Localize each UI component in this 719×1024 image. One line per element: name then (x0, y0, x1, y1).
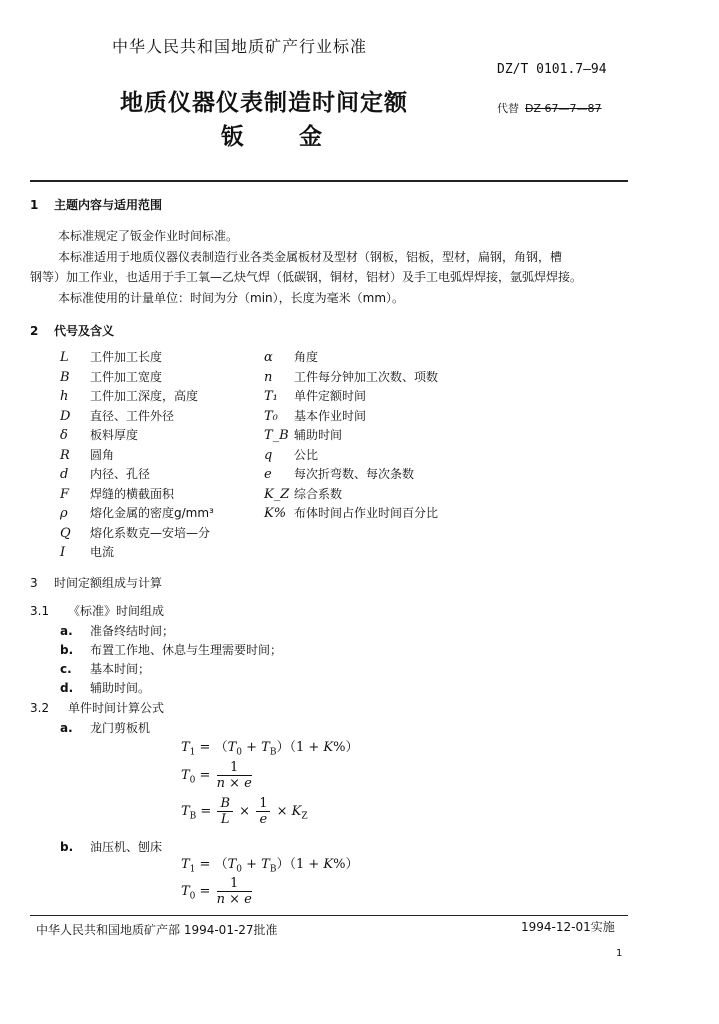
symbol-definition: 内径、孔径 (90, 467, 151, 481)
section-1-number: 1 (30, 198, 39, 212)
symbol-row (264, 385, 438, 405)
symbol: ρ (60, 506, 68, 521)
symbol: q (264, 447, 273, 463)
formula-t1-press: $T_1 = (T_0 + T_B)(1 + K\%)$ (181, 857, 359, 875)
section-3-title: 时间定额组成与计算 (54, 576, 163, 590)
symbol: L (60, 350, 69, 365)
list-item-label: c. (60, 662, 72, 676)
symbol: d (60, 467, 69, 482)
subsection-3-2-heading (30, 699, 164, 716)
symbol: e (264, 467, 272, 482)
list-item (60, 622, 174, 639)
list-item-text: 布置工作地、休息与生理需要时间； (90, 643, 283, 657)
section-1-heading (30, 196, 162, 213)
section-1-para-2-line-1: 本标准适用于地质仪器仪表制造行业各类金属板材及型材（钢板，铝板，型材，扁钢，角钢，槽 (58, 250, 563, 264)
list-item-label: b. (60, 643, 74, 657)
formula-t0-press: $T_0$ = $\frac{1}{n \times e}$ (181, 876, 252, 907)
symbol-row (60, 483, 214, 503)
section-1-para-3: 本标准使用的计量单位：时间为分（min），长度为毫米（mm）。 (58, 291, 405, 305)
symbol-row (264, 463, 438, 483)
symbol-row (60, 502, 214, 522)
symbol: Q (60, 525, 71, 541)
symbol-row (60, 424, 214, 444)
symbol: I (60, 545, 66, 560)
symbol: D (60, 408, 71, 424)
list-item-text: 基本时间； (90, 662, 151, 676)
symbol-definition: 圆角 (90, 447, 115, 462)
section-2-number: 2 (30, 324, 39, 338)
symbol-definition: 工件加工深度，高度 (90, 389, 199, 403)
symbol-definition: 角度 (294, 350, 319, 364)
symbol-row (264, 346, 438, 366)
item-a-label: a. (60, 721, 73, 735)
symbol-definition: 电流 (90, 545, 115, 559)
list-item (60, 641, 282, 658)
symbol-row (60, 346, 214, 366)
symbol-row (60, 366, 214, 386)
symbol: T_B (264, 428, 289, 443)
symbol-definition: 焊缝的横截面积 (90, 486, 175, 501)
symbol: δ (60, 428, 68, 443)
replaces-label: 代替 (497, 102, 519, 115)
item-b-label: b. (60, 840, 74, 854)
symbol-row (264, 502, 438, 522)
symbol: K_Z (264, 486, 290, 502)
symbol-row (60, 541, 214, 561)
document-title: 地质仪器仪表制造时间定额 (120, 90, 408, 116)
symbol-row (264, 424, 438, 444)
symbol-row (264, 444, 438, 464)
replaces-code: DZ 67—7—87 (525, 102, 602, 115)
page-number: 1 (616, 948, 623, 959)
section-1-para-1: 本标准规定了钣金作业时间标准。 (58, 229, 239, 243)
list-item-label: d. (60, 681, 74, 695)
symbol-row (60, 444, 214, 464)
symbol-definition: 工件每分钟加工次数、项数 (294, 369, 439, 384)
symbol: K% (264, 506, 287, 521)
subsection-3-1-heading (30, 602, 164, 619)
section-3-number: 3 (30, 576, 38, 590)
item-a-heading (60, 719, 150, 736)
document-subtitle: 钣金 (221, 124, 377, 150)
symbol-definition: 综合系数 (294, 486, 343, 501)
subsection-3-1-title: 《标准》时间组成 (68, 604, 165, 618)
list-item-text: 辅助时间。 (90, 681, 151, 695)
symbol-row (60, 405, 214, 425)
symbol-row (60, 522, 214, 542)
symbol: n (264, 369, 273, 385)
item-b-text: 油压机、刨床 (90, 840, 163, 854)
symbol-definition: 工件加工宽度 (90, 369, 163, 384)
bottom-divider (30, 915, 628, 916)
section-3-heading (30, 574, 162, 591)
standard-code: DZ/T 0101.7—94 (497, 62, 607, 77)
section-2-heading (30, 322, 114, 339)
symbol: T₀ (264, 408, 278, 424)
subsection-3-2-number: 3.2 (30, 701, 50, 715)
symbol: B (60, 369, 70, 385)
replaces-line (497, 100, 602, 116)
symbol-row (60, 385, 214, 405)
effective-date: 1994-12-01实施 (521, 920, 615, 934)
formula-tb-shear: $T_B$ = $\frac{B}{L}$ × $\frac{1}{e}$ × $K_Z$ (181, 796, 308, 827)
subsection-3-2-title: 单件时间计算公式 (68, 701, 165, 715)
section-1-title: 主题内容与适用范围 (54, 198, 163, 212)
list-item-text: 准备终结时间； (90, 624, 175, 638)
item-a-text: 龙门剪板机 (90, 721, 151, 735)
symbol-definition: 板料厚度 (90, 428, 139, 442)
list-item (60, 660, 150, 677)
section-1-para-2-line-2: 钢等）加工作业，也适用于手工氧—乙炔气焊（低碳钢，铜材，铝材）及手工电弧焊焊接，氩弧焊焊接。 (30, 270, 583, 284)
symbol-definition: 熔化金属的密度g/mm³ (90, 506, 214, 520)
symbol: h (60, 389, 69, 404)
symbol-list-left (60, 346, 214, 561)
list-item (60, 679, 150, 696)
subsection-3-1-number: 3.1 (30, 604, 50, 618)
symbol: T₁ (264, 389, 278, 404)
standard-organization-title: 中华人民共和国地质矿产行业标准 (112, 37, 368, 56)
issuer-approval: 中华人民共和国地质矿产部 1994-01-27批准 (36, 923, 278, 937)
top-divider (30, 180, 628, 182)
symbol-definition: 每次折弯数、每次条数 (294, 467, 415, 481)
symbol-row (264, 366, 438, 386)
symbol-definition: 直径、工件外径 (90, 408, 175, 423)
symbol: α (264, 350, 273, 365)
symbol-definition: 公比 (294, 447, 319, 462)
item-b-heading (60, 838, 162, 855)
symbol: F (60, 486, 70, 502)
section-2-title: 代号及含义 (54, 324, 115, 338)
formula-t0-shear: $T_0$ = $\frac{1}{n \times e}$ (181, 760, 252, 791)
list-item-label: a. (60, 624, 73, 638)
symbol-definition: 熔化系数克—安培—分 (90, 525, 211, 540)
symbol-definition: 布体时间占作业时间百分比 (294, 506, 439, 520)
symbol-definition: 基本作业时间 (294, 408, 367, 423)
formula-t1-shear: $T_1 = (T_0 + T_B)(1 + K\%)$ (181, 740, 359, 758)
symbol-row (264, 405, 438, 425)
symbol-row (264, 483, 438, 503)
symbol-list-right (264, 346, 438, 522)
symbol-definition: 工件加工长度 (90, 350, 163, 364)
symbol: R (60, 447, 70, 463)
symbol-definition: 辅助时间 (294, 428, 343, 442)
symbol-row (60, 463, 214, 483)
symbol-definition: 单件定额时间 (294, 389, 367, 403)
